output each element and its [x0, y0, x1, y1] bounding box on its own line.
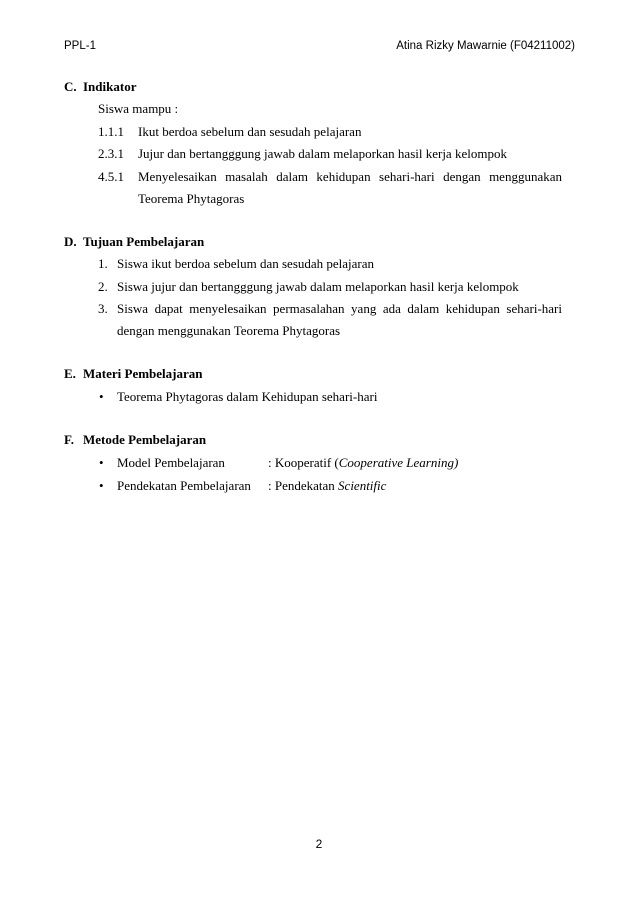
tujuan-text-3-line1: Siswa dapat menyelesaikan permasalahan yang ada dalam kehidupan sehari-hari — [117, 301, 562, 316]
metode-label-1: Model Pembelajaran — [117, 455, 225, 470]
page-number: 2 — [315, 837, 323, 851]
metode-value-1 — [268, 455, 458, 471]
section-e-heading — [64, 366, 364, 384]
bullet-icon: • — [99, 478, 104, 493]
section-c-heading — [64, 79, 364, 97]
indikator-text-3-line2: Teorema Phytagoras — [138, 191, 245, 206]
section-e-letter: E. — [64, 366, 76, 381]
indikator-text-1: Ikut berdoa sebelum dan sesudah pelajaran — [138, 124, 362, 139]
indikator-num-2: 2.3.1 — [98, 146, 124, 161]
metode-value-1-plain: : Kooperatif ( — [268, 455, 339, 470]
header-right: Atina Rizky Mawarnie (F04211002) — [396, 40, 575, 52]
metode-value-2-italic: Scientific — [338, 478, 387, 493]
indikator-text-2: Jujur dan bertangggung jawab dalam melaporkan hasil kerja kelompok — [138, 146, 507, 161]
section-c-intro: Siswa mampu : — [98, 101, 179, 116]
metode-value-1-italic: Cooperative Learning) — [338, 455, 459, 470]
section-c-letter: C. — [64, 79, 77, 94]
section-f-heading — [64, 432, 364, 450]
tujuan-text-1: Siswa ikut berdoa sebelum dan sesudah pelajaran — [117, 256, 375, 271]
metode-value-2-plain: : Pendekatan — [268, 478, 339, 493]
section-e-title: Materi Pembelajaran — [83, 366, 203, 381]
tujuan-num-3: 3. — [98, 301, 108, 316]
section-c-title: Indikator — [83, 79, 137, 94]
indikator-num-1: 1.1.1 — [98, 124, 124, 139]
section-d-heading — [64, 234, 364, 252]
materi-text: Teorema Phytagoras dalam Kehidupan sehari-hari — [117, 389, 378, 404]
indikator-num-3: 4.5.1 — [98, 169, 124, 184]
metode-label-2: Pendekatan Pembelajaran — [117, 478, 251, 493]
bullet-icon: • — [99, 389, 104, 404]
metode-value-2 — [268, 478, 386, 494]
tujuan-text-2: Siswa jujur dan bertangggung jawab dalam melaporkan hasil kerja kelompok — [117, 279, 519, 294]
tujuan-num-1: 1. — [98, 256, 108, 271]
section-f-title: Metode Pembelajaran — [83, 432, 207, 447]
bullet-icon: • — [99, 455, 104, 470]
tujuan-text-3-line2: dengan menggunakan Teorema Phytagoras — [117, 323, 341, 338]
header-left: PPL-1 — [64, 40, 96, 52]
section-f-letter: F. — [64, 432, 74, 447]
section-d-letter: D. — [64, 234, 77, 249]
tujuan-num-2: 2. — [98, 279, 108, 294]
section-d-title: Tujuan Pembelajaran — [83, 234, 205, 249]
indikator-text-3-line1: Menyelesaikan masalah dalam kehidupan sehari-hari dengan menggunakan — [138, 169, 562, 184]
